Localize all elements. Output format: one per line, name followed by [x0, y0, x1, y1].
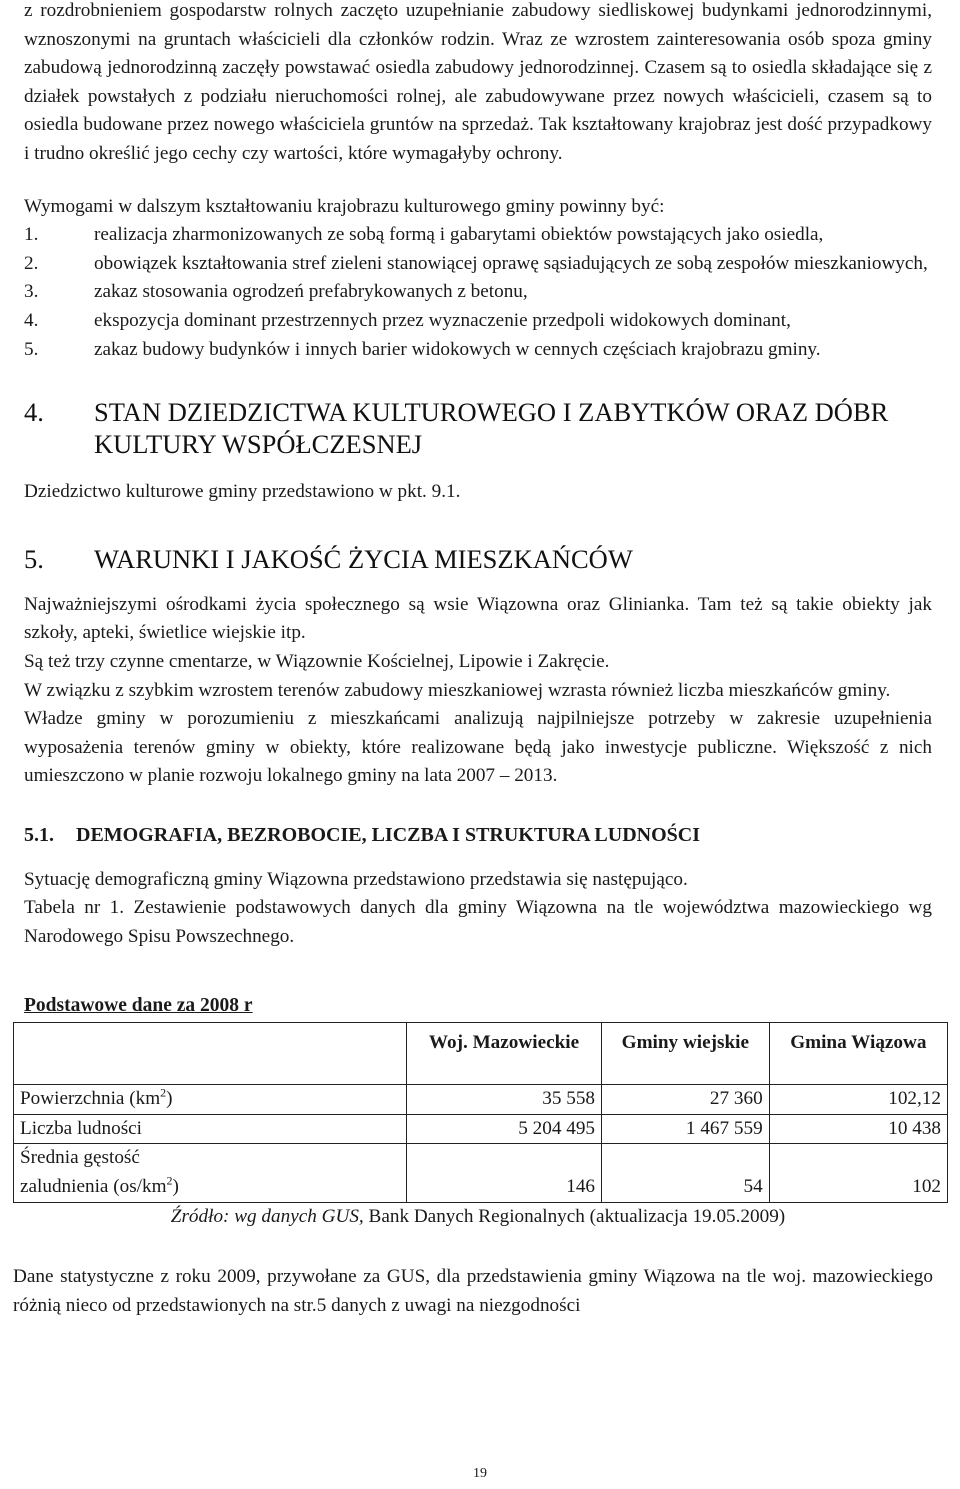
- table-cell: 54: [602, 1144, 770, 1202]
- table-title: Podstawowe dane za 2008 r: [24, 994, 253, 1016]
- table-cell: 27 360: [602, 1085, 770, 1115]
- table-row-label: Średnia gęstość zaludnienia $(os/km^2)$: [14, 1144, 407, 1202]
- section-5-1: [24, 820, 932, 952]
- section-4-heading: 4. STAN DZIEDZICTWA KULTUROWEGO I ZABYTKÓW ORAZ DÓBR KULTURY WSPÓŁCZESNEJ: [24, 397, 889, 460]
- intro-section: [24, 0, 932, 169]
- paragraph: Najważniejszymi ośrodkami życia społecznego są wsie Wiązowna oraz Glinianka. Tam też są takie obiekty jak szkoły, apteki, świetlice wiejskie itp.: [24, 593, 932, 644]
- paragraph: Tabela nr 1. Zestawienie podstawowych danych dla gminy Wiązowna na tle województwa mazowieckiego wg Narodowego Spisu Powszechnego.: [24, 897, 932, 948]
- section-4: [24, 396, 932, 507]
- paragraph: W związku z szybkim wzrostem terenów zabudowy mieszkaniowej wzrasta również liczba mieszkańców gminy.: [24, 679, 891, 701]
- table-row: [14, 1085, 948, 1115]
- table-header-cell: Gminy wiejskie: [602, 1023, 770, 1085]
- requirements-lead: Wymogami w dalszym kształtowaniu krajobrazu kulturowego gminy powinny być:: [24, 195, 665, 217]
- section-4-body: Dziedzictwo kulturowe gminy przedstawiono w pkt. 9.1.: [24, 481, 461, 503]
- table-cell: 102: [769, 1144, 947, 1202]
- final-paragraph: Dane statystyczne z roku 2009, przywołane za GUS, dla przedstawienia gminy Wiązowa na tle woj. mazowieckiego różnią nieco od przedstawionych na str.5 danych z uwagi na niezgodności: [13, 1266, 933, 1316]
- table-row-label: Liczba ludności: [14, 1114, 407, 1144]
- section-5-1-heading: 5.1. DEMOGRAFIA, BEZROBOCIE, LICZBA I STRUKTURA LUDNOŚCI: [24, 823, 701, 846]
- section-5: [24, 543, 932, 791]
- document-page: [13, 0, 941, 1320]
- table-header-row: [14, 1023, 948, 1085]
- table-cell: 1 467 559: [602, 1114, 770, 1144]
- list-item: 2. obowiązek kształtowania stref zieleni stanowiącej oprawę sąsiadujących ze sobą zespołów mieszkaniowych,: [24, 252, 928, 274]
- table-cell: 10 438: [769, 1114, 947, 1144]
- table-header-cell: [14, 1023, 407, 1085]
- table-cell: 35 558: [407, 1085, 602, 1115]
- table-cell: 5 204 495: [407, 1114, 602, 1144]
- paragraph: Sytuację demograficzną gminy Wiązowna przedstawiono przedstawia się następująco.: [24, 868, 688, 890]
- data-table: [13, 1022, 948, 1202]
- table-source: Źródło: wg danych GUS, Bank Danych Regionalnych (aktualizacja 19.05.2009): [170, 1205, 786, 1227]
- table-row-label: Powierzchnia $(km^2)$: [14, 1085, 407, 1115]
- table-row: [14, 1114, 948, 1144]
- list-item: 1. realizacja zharmonizowanych ze sobą formą i gabarytami obiektów powstających jako osiedla,: [24, 224, 824, 246]
- intro-paragraph: z rozdrobnieniem gospodarstw rolnych zaczęto uzupełnianie zabudowy siedliskowej budynkami jednorodzinnymi, wznoszonymi na gruntach właścicieli dla członków rodzin. Wraz ze wzrostem zainteresowania osób spoza gminy zabudową jednorodzinną zaczęły powstawać osiedla zabudowy jednorodzinnej. Czasem są to osiedla składające się z działek powstałych z podziału nieruchomości rolnej, ale zabudowywane przez nowych właścicieli, czasem są to osiedla budowane przez nowego właściciela gruntów na sprzedaż. Tak kształtowany krajobraz jest dość przypadkowy i trudno określić jego cechy czy wartości, które wymagałyby ochrony.: [24, 0, 932, 164]
- table-cell: 102,12: [769, 1085, 947, 1115]
- section-5-heading: 5. WARUNKI I JAKOŚĆ ŻYCIA MIESZKAŃCÓW: [24, 543, 633, 574]
- table-header-cell: Gmina Wiązowa: [769, 1023, 947, 1085]
- paragraph: Są też trzy czynne cmentarze, w Wiązownie Kościelnej, Lipowie i Zakręcie.: [24, 650, 610, 672]
- table-header-cell: Woj. Mazowieckie: [407, 1023, 602, 1085]
- table-cell: 146: [407, 1144, 602, 1202]
- list-item: 4. ekspozycja dominant przestrzennych przez wyznaczenie przedpoli widokowych dominant,: [24, 309, 791, 331]
- page-number: 19: [473, 1466, 487, 1481]
- list-item: 5. zakaz budowy budynków i innych barier widokowych w cennych częściach krajobrazu gminy.: [24, 338, 821, 360]
- table-row: [14, 1144, 948, 1202]
- list-item: 3. zakaz stosowania ogrodzeń prefabrykowanych z betonu,: [24, 281, 528, 303]
- requirements-list: [24, 221, 932, 364]
- paragraph: Władze gminy w porozumieniu z mieszkańcami analizują najpilniejsze potrzeby w zakresie uzupełnienia wyposażenia terenów gminy w obiekty, które realizowane będą jako inwestycje publiczne. Większość z nich umieszczono w planie rozwoju lokalnego gminy na lata 2007 – 2013.: [24, 708, 932, 787]
